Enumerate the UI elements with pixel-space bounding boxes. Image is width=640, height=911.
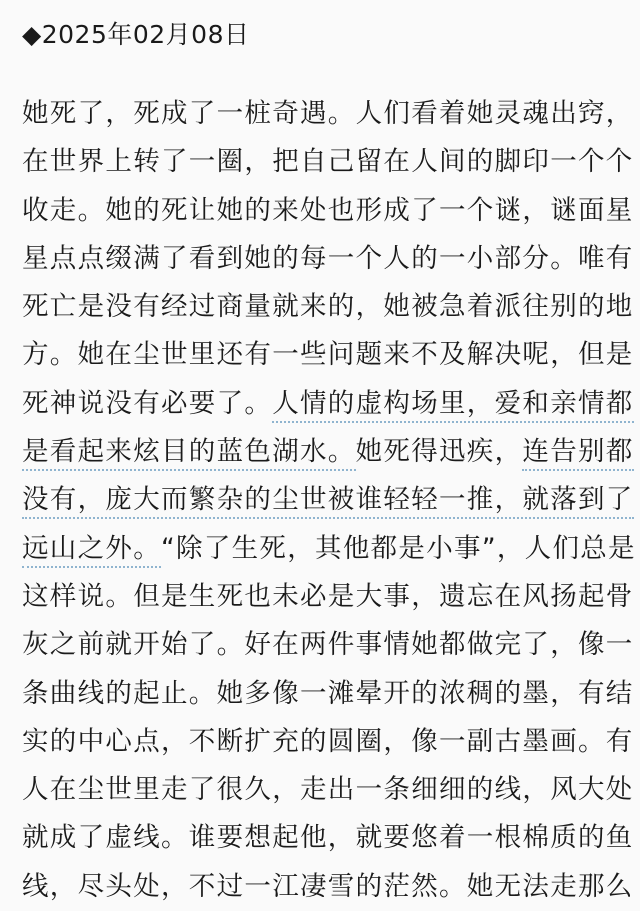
text-line [22, 428, 634, 476]
line-text: 收走。她的死让她的来处也形成了一个谜，谜面星 [22, 194, 634, 226]
line-text: “除了生死，其他都是小事”，人们总是 [161, 532, 636, 564]
text-line [22, 814, 634, 862]
highlighted-text[interactable]: 是看起来炫目的蓝色湖水。 [22, 436, 356, 471]
text-line [22, 573, 634, 621]
article-date [22, 18, 249, 52]
text-line [22, 525, 636, 573]
line-text: 人在尘世里走了很久，走出一条细细的线，风大处 [22, 774, 634, 806]
line-text: 她死得迅疾， [355, 436, 523, 468]
highlighted-text[interactable]: 没有，庞大而繁杂的尘世被谁轻轻一推，就落到了 [22, 484, 634, 519]
line-text: 就成了虚线。谁要想起他，就要悠着一根棉质的鱼 [22, 822, 634, 854]
text-line [22, 331, 634, 379]
line-text: 灰之前就开始了。好在两件事情她都做完了，像一 [22, 629, 634, 661]
highlighted-text[interactable]: 远山之外。 [22, 533, 161, 568]
line-text: 这样说。但是生死也未必是大事，遗忘在风扬起骨 [22, 580, 634, 612]
text-line [22, 90, 634, 138]
line-text: 实的中心点，不断扩充的圆圈，像一副古墨画。有 [22, 725, 634, 757]
text-line [22, 380, 634, 428]
line-text: 线，尽头处，不过一江凄雪的茫然。她无法走那么 [22, 870, 634, 902]
text-line [22, 766, 634, 814]
text-line [22, 718, 634, 766]
line-text: 她死了，死成了一桩奇遇。人们看着她灵魂出窍， [22, 98, 634, 129]
line-text: 死神说没有必要了。 [22, 387, 273, 419]
line-text: 方。她在尘世里还有一些问题来不及解决呢，但是 [22, 339, 634, 371]
diamond-bullet-icon: ◆ [22, 20, 42, 49]
text-line [22, 670, 634, 718]
text-line [22, 235, 634, 283]
text-line [22, 621, 634, 669]
line-text: 星点点缀满了看到她的每一个人的一小部分。唯有 [22, 242, 634, 274]
text-line [22, 476, 634, 524]
line-text: 在世界上转了一圈，把自己留在人间的脚印一个个 [22, 146, 634, 178]
highlighted-text[interactable]: 连告别都 [522, 436, 633, 471]
text-line [22, 863, 634, 911]
line-text: 条曲线的起止。她多像一滩晕开的浓稠的墨，有结 [22, 677, 634, 709]
article-body [22, 90, 636, 911]
text-line [22, 138, 634, 186]
line-text: 死亡是没有经过商量就来的，她被急着派往别的地 [22, 291, 634, 323]
highlighted-text[interactable]: 人情的虚构场里，爱和亲情都 [272, 388, 633, 423]
text-line [22, 187, 634, 235]
text-line [22, 283, 634, 331]
date-text: 2025年02月08日 [41, 20, 250, 49]
